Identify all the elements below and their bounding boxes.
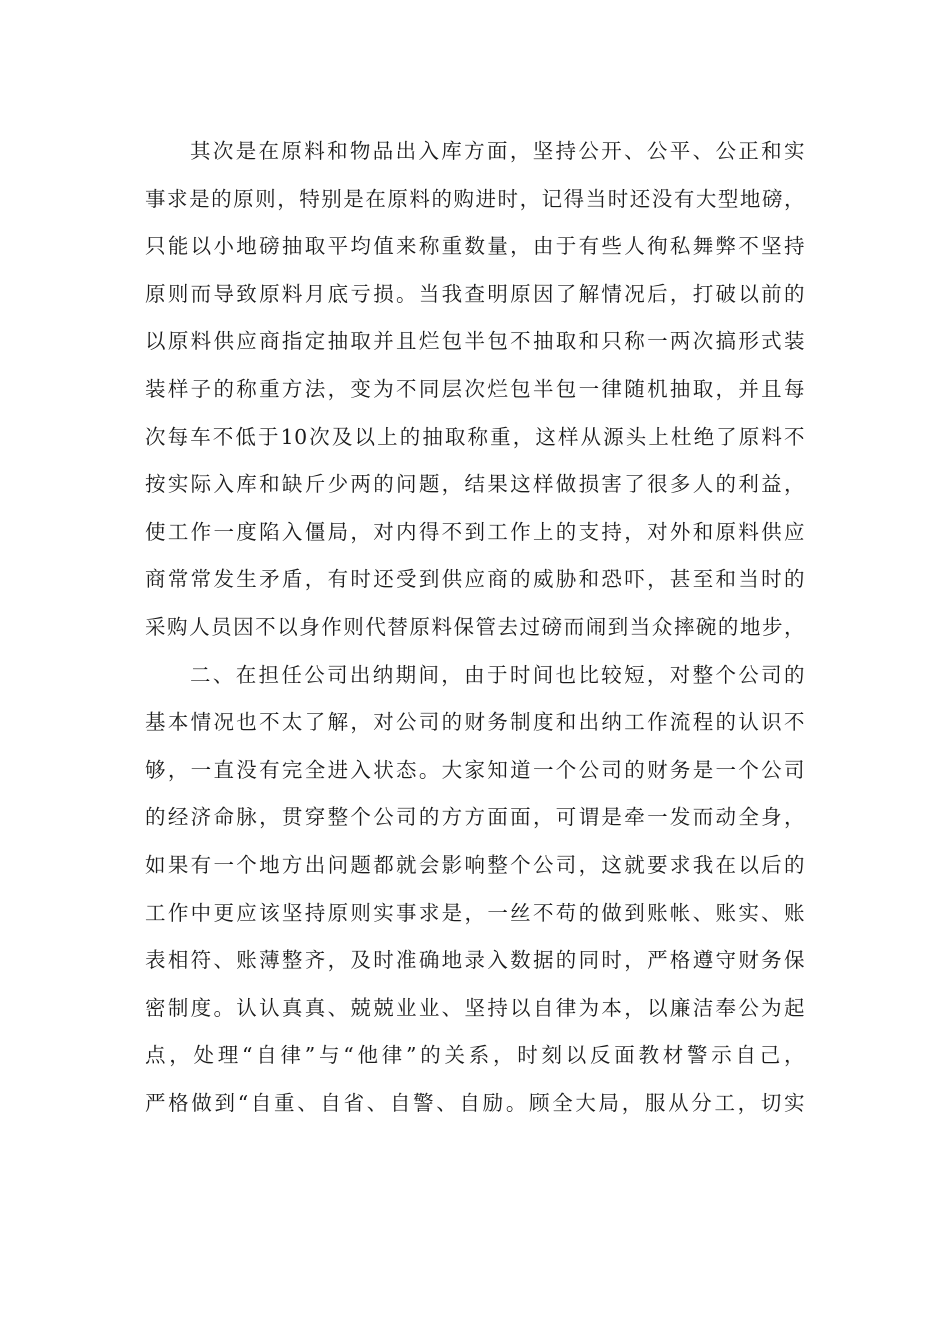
text-line: 严格做到“自重、自省、自警、自励。顾全大局，服从分工，切实 — [145, 1090, 805, 1115]
text-line: 工作中更应该坚持原则实事求是，一丝不苟的做到账帐、账实、账 — [145, 900, 805, 925]
text-line: 只能以小地磅抽取平均值来称重数量，由于有些人徇私舞弊不坚持 — [145, 234, 805, 259]
text-line: 其次是在原料和物品出入库方面，坚持公开、公平、公正和实 — [190, 139, 805, 163]
text-line: 表相符、账薄整齐，及时准确地录入数据的同时，严格遵守财务保 — [145, 948, 805, 973]
text-line: 够，一直没有完全进入状态。大家知道一个公司的财务是一个公司 — [145, 757, 805, 782]
text-line: 基本情况也不太了解，对公司的财务制度和出纳工作流程的认识不 — [145, 710, 805, 735]
text-line: 事求是的原则，特别是在原料的购进时，记得当时还没有大型地磅， — [145, 186, 805, 211]
body-text — [145, 128, 805, 1127]
text-line: 商常常发生矛盾，有时还受到供应商的威胁和恐吓，甚至和当时的 — [145, 567, 805, 592]
text-line: 使工作一度陷入僵局，对内得不到工作上的支持，对外和原料供应 — [145, 519, 805, 544]
text-line: 的经济命脉，贯穿整个公司的方方面面，可谓是牵一发而动全身， — [145, 805, 805, 830]
text-line: 二、在担任公司出纳期间，由于时间也比较短，对整个公司的 — [190, 662, 805, 687]
text-line: 采购人员因不以身作则代替原料保管去过磅而闹到当众摔碗的地步， — [145, 614, 805, 639]
text-line: 装样子的称重方法，变为不同层次烂包半包一律随机抽取，并且每 — [145, 376, 805, 401]
text-line: 以原料供应商指定抽取并且烂包半包不抽取和只称一两次搞形式装 — [145, 329, 805, 354]
text-line: 点，处理“自律”与“他律”的关系，时刻以反面教材警示自己， — [145, 1043, 805, 1068]
text-line: 原则而导致原料月底亏损。当我查明原因了解情况后，打破以前的 — [145, 281, 805, 306]
text-line: 如果有一个地方出问题都就会影响整个公司，这就要求我在以后的 — [145, 852, 805, 877]
text-line: 按实际入库和缺斤少两的问题，结果这样做损害了很多人的利益， — [145, 472, 805, 497]
text-line: 次每车不低于10次及以上的抽取称重，这样从源头上杜绝了原料不 — [145, 424, 805, 449]
text-line: 密制度。认认真真、兢兢业业、坚持以自律为本，以廉洁奉公为起 — [145, 995, 805, 1020]
